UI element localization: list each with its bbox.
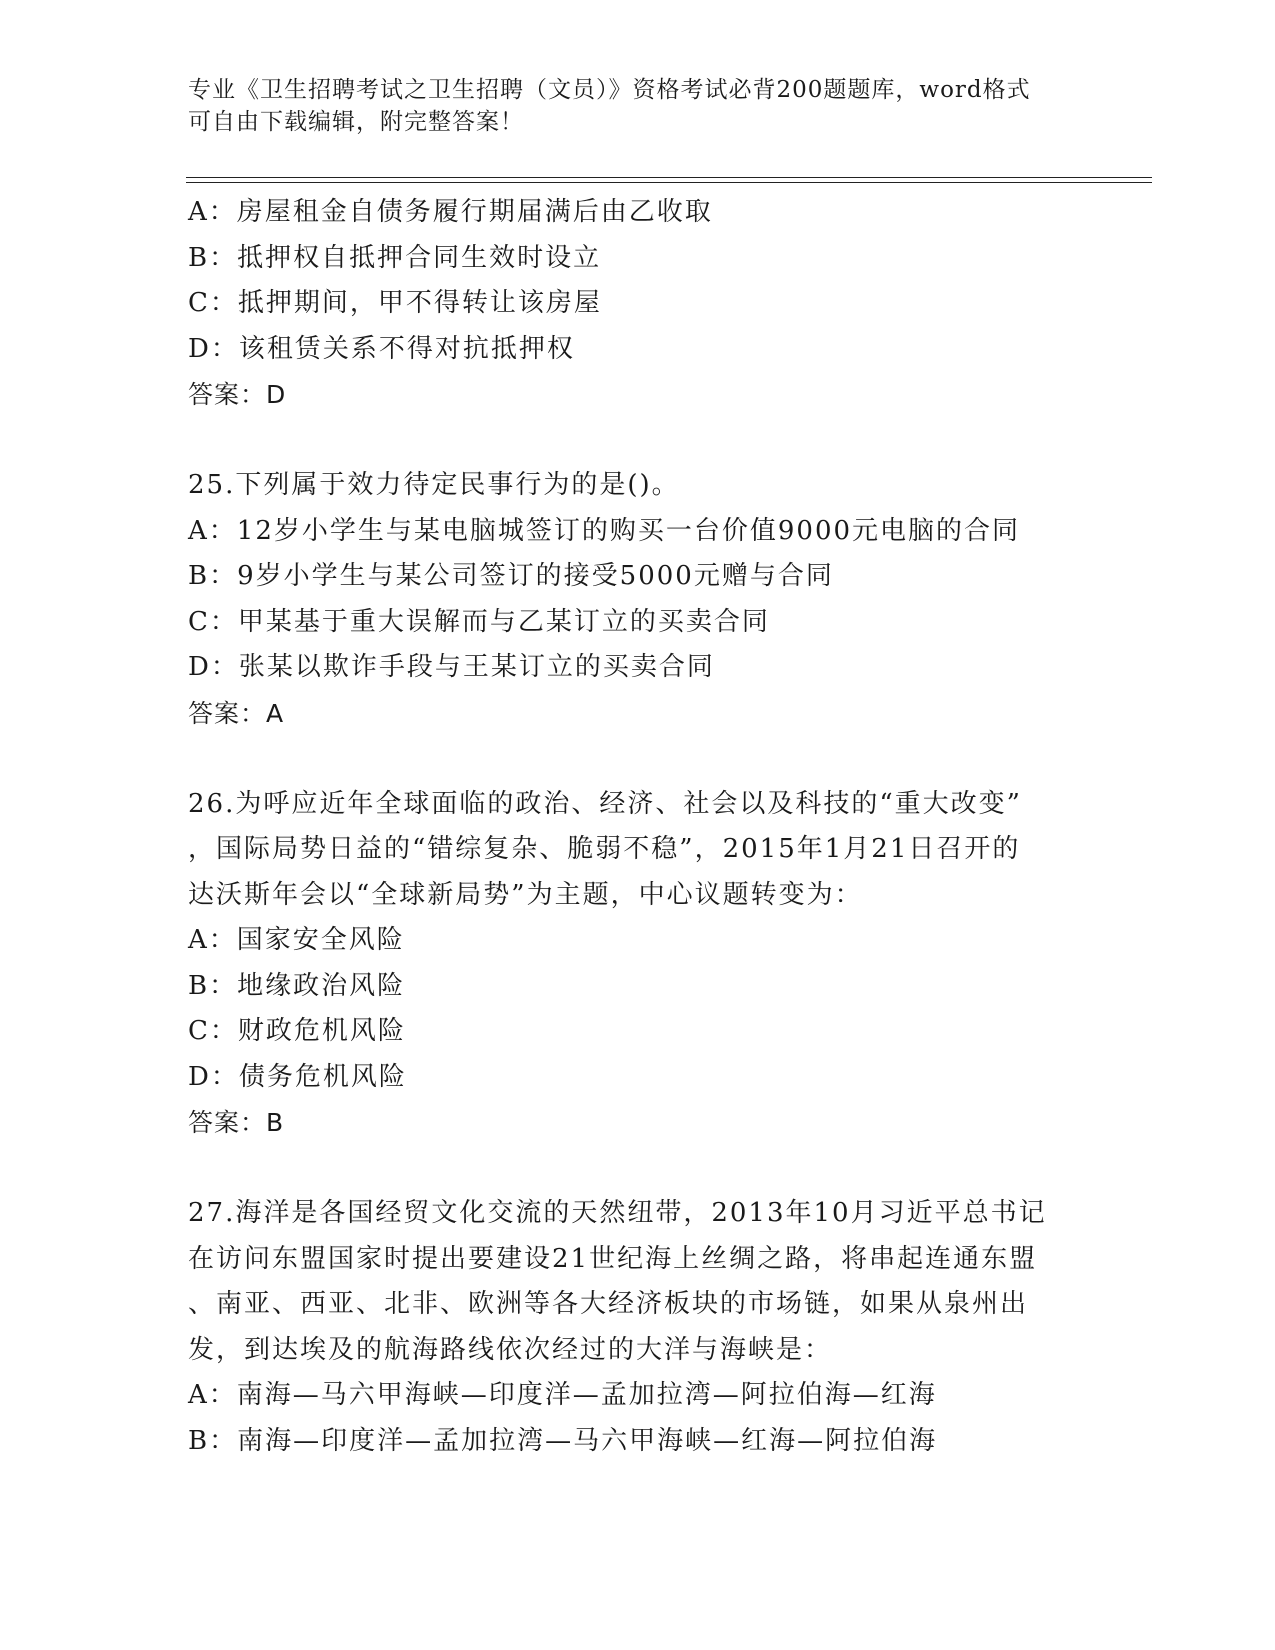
- question-25: [188, 463, 1088, 736]
- option-a: A：南海—马六甲海峡—印度洋—孟加拉湾—阿拉伯海—红海: [188, 1380, 937, 1410]
- header-line-2: 可自由下载编辑，附完整答案！: [188, 109, 524, 135]
- question-stem-line: ，国际局势日益的“错综复杂、脆弱不稳”，2015年1月21日召开的: [188, 834, 1021, 864]
- answer: 答案：D: [188, 380, 287, 409]
- question-24: [188, 190, 1088, 418]
- option-b: B：抵押权自抵押合同生效时设立: [188, 242, 602, 273]
- option-b: B：9岁小学生与某公司签订的接受5000元赠与合同: [188, 561, 834, 591]
- answer: 答案：A: [188, 698, 285, 728]
- spacer: [188, 1146, 1088, 1192]
- option-d: D：该租赁关系不得对抗抵押权: [188, 333, 575, 364]
- question-stem-line: 在访问东盟国家时提出要建设21世纪海上丝绸之路，将串起连通东盟: [188, 1243, 1038, 1274]
- question-stem-line: 、南亚、西亚、北非、欧洲等各大经济板块的市场链，如果从泉州出: [188, 1289, 1029, 1319]
- question-stem: 25.下列属于效力待定民事行为的是()。: [188, 470, 680, 500]
- option-b: B：地缘政治风险: [188, 970, 406, 1001]
- header-line-1: 专业《卫生招聘考试之卫生招聘（文员）》资格考试必背200题题库，word格式: [188, 77, 1031, 103]
- document-header: [188, 74, 1088, 138]
- answer: 答案：B: [188, 1108, 285, 1137]
- header-rule-top: [186, 177, 1152, 178]
- option-d: D：张某以欺诈手段与王某订立的买卖合同: [188, 652, 715, 682]
- question-stem-line: 26.为呼应近年全球面临的政治、经济、社会以及科技的“重大改变”: [188, 788, 1022, 819]
- question-stem-line: 27.海洋是各国经贸文化交流的天然纽带，2013年10月习近平总书记: [188, 1198, 1047, 1228]
- option-c: C：甲某基于重大误解而与乙某订立的买卖合同: [188, 606, 770, 637]
- option-a: A：国家安全风险: [188, 925, 405, 955]
- document-body: [188, 190, 1088, 1464]
- spacer: [188, 418, 1088, 464]
- option-c: C：抵押期间，甲不得转让该房屋: [188, 288, 602, 318]
- option-a: A：房屋租金自债务履行期届满后由乙收取: [188, 197, 713, 227]
- question-26: [188, 782, 1088, 1146]
- question-27: [188, 1191, 1088, 1464]
- option-a: A：12岁小学生与某电脑城签订的购买一台价值9000元电脑的合同: [188, 515, 1021, 546]
- option-d: D：债务危机风险: [188, 1061, 407, 1092]
- question-stem-line: 达沃斯年会以“全球新局势”为主题，中心议题转变为：: [188, 879, 863, 910]
- spacer: [188, 736, 1088, 782]
- question-stem-line: 发，到达埃及的航海路线依次经过的大洋与海峡是：: [188, 1334, 833, 1365]
- option-b: B：南海—印度洋—孟加拉湾—马六甲海峡—红海—阿拉伯海: [188, 1425, 938, 1456]
- option-c: C：财政危机风险: [188, 1016, 406, 1046]
- header-rule-bottom: [186, 182, 1152, 183]
